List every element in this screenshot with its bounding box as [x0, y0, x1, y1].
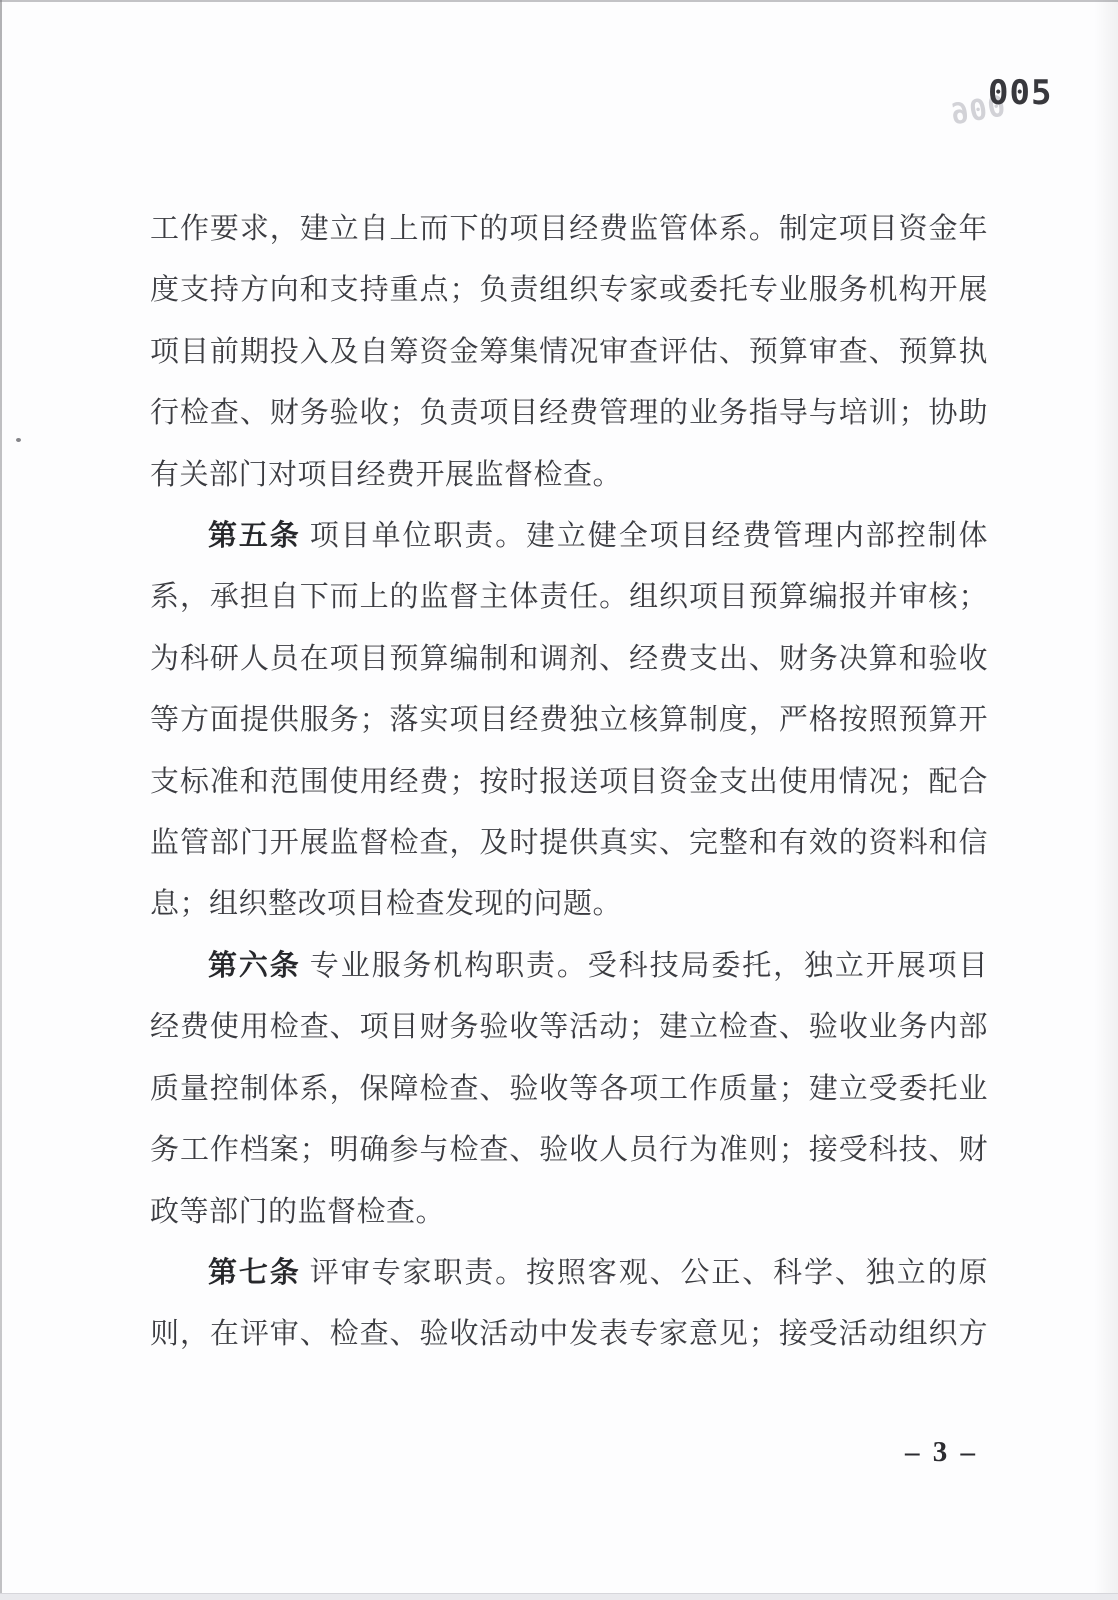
- scan-edge-right: [1094, 0, 1118, 1600]
- line-text: 行检查、财务验收；负责项目经费管理的业务指导与培训；协助: [150, 397, 988, 430]
- paragraph: [150, 199, 988, 506]
- text-line: [150, 629, 988, 690]
- text-line: [150, 1243, 988, 1304]
- line-text: 质量控制体系，保障检查、验收等各项工作质量；建立受委托业: [150, 1072, 988, 1105]
- line-text: 专业服务机构职责。受科技局委托，独立开展项目: [300, 949, 988, 982]
- document-body: [150, 199, 988, 1366]
- text-line: [150, 690, 988, 751]
- text-line: [150, 936, 988, 997]
- text-line: [150, 445, 988, 506]
- line-text: 系，承担自下而上的监督主体责任。组织项目预算编报并审核；: [150, 581, 988, 614]
- scan-edge-bottom: [0, 1593, 1118, 1600]
- line-text: 有关部门对项目经费开展监督检查。: [150, 458, 623, 491]
- scan-edge-top: [0, 0, 1118, 2]
- text-line: [150, 260, 988, 321]
- line-text: 评审专家职责。按照客观、公正、科学、独立的原: [300, 1256, 988, 1289]
- line-text: 支标准和范围使用经费；按时报送项目资金支出使用情况；配合: [150, 765, 988, 798]
- paragraph: [150, 506, 988, 936]
- text-line: [150, 199, 988, 260]
- scan-edge-left: [0, 0, 2, 1600]
- line-text: 则，在评审、检查、验收活动中发表专家意见；接受活动组织方: [150, 1318, 988, 1351]
- text-line: [150, 1120, 988, 1181]
- scan-speck: [16, 438, 21, 442]
- line-text: 工作要求，建立自上而下的项目经费监管体系。制定项目资金年: [150, 213, 988, 245]
- text-line: [150, 1059, 988, 1120]
- line-text: 经费使用检查、项目财务验收等活动；建立检查、验收业务内部: [150, 1011, 988, 1044]
- line-text: 项目前期投入及自筹资金筹集情况审查评估、预算审查、预算执: [150, 335, 988, 368]
- text-line: [150, 506, 988, 567]
- line-text: 等方面提供服务；落实项目经费独立核算制度，严格按照预算开: [150, 704, 988, 737]
- footer-page-number: – 3 –: [905, 1436, 978, 1468]
- article-number: 第七条: [208, 1256, 301, 1289]
- line-text: 息；组织整改项目检查发现的问题。: [150, 888, 623, 921]
- line-text: 项目单位职责。建立健全项目经费管理内部控制体: [300, 520, 988, 553]
- text-line: [150, 813, 988, 874]
- corner-page-stamp: 005: [988, 73, 1053, 113]
- text-line: [150, 567, 988, 628]
- line-text: 务工作档案；明确参与检查、验收人员行为准则；接受科技、财: [150, 1134, 988, 1167]
- line-text: 为科研人员在项目预算编制和调剂、经费支出、财务决算和验收: [150, 642, 988, 675]
- paragraph: [150, 1243, 988, 1366]
- paragraph: [150, 936, 988, 1243]
- text-line: [150, 997, 988, 1058]
- bleedthrough-page-stamp: 006: [947, 88, 1008, 132]
- line-text: 政等部门的监督检查。: [150, 1195, 446, 1228]
- text-line: [150, 752, 988, 813]
- text-line: [150, 322, 988, 383]
- text-line: [150, 1304, 988, 1365]
- text-line: [150, 383, 988, 444]
- text-line: [150, 1182, 988, 1243]
- line-text: 监管部门开展监督检查，及时提供真实、完整和有效的资料和信: [150, 827, 988, 860]
- text-line: [150, 874, 988, 935]
- article-number: 第六条: [208, 949, 301, 982]
- line-text: 度支持方向和支持重点；负责组织专家或委托专业服务机构开展: [150, 274, 988, 307]
- article-number: 第五条: [208, 520, 301, 553]
